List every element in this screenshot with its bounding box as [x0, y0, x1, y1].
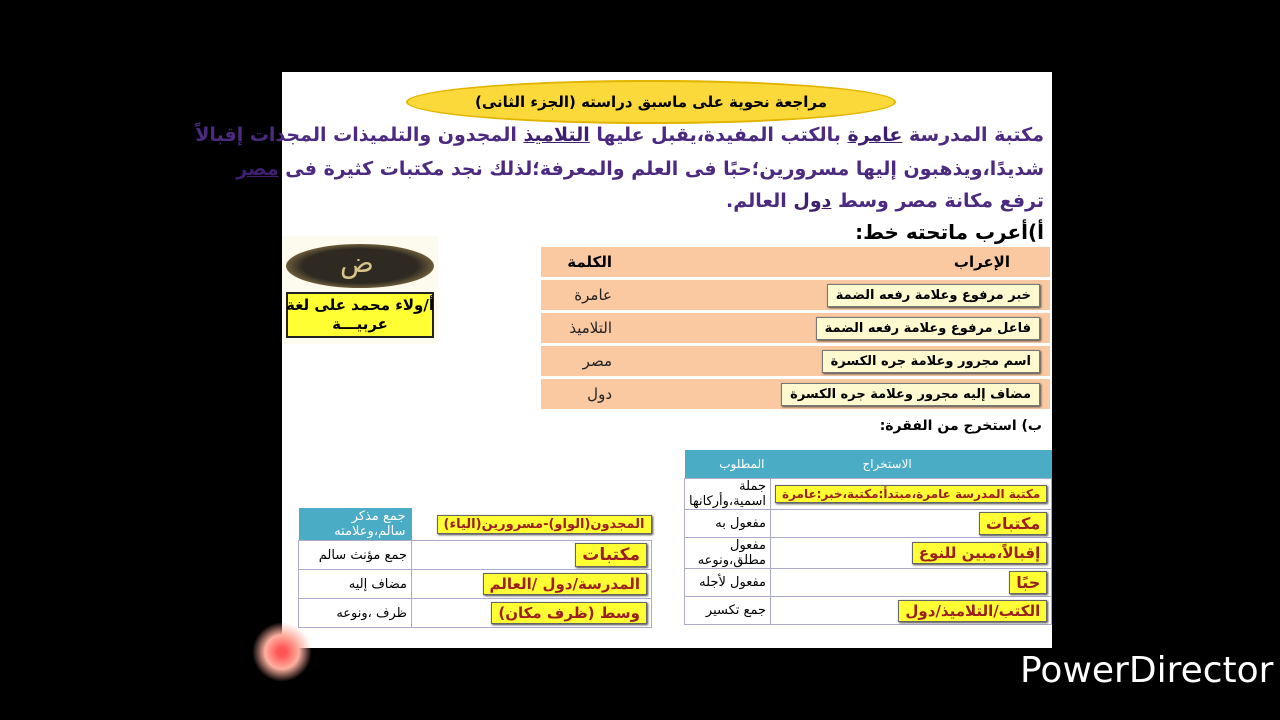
table-row	[685, 569, 1052, 597]
table-row	[299, 541, 652, 570]
text: شديدًا،ويذهبون إليها مسرورين؛حبًا فى العلم والمعرفة؛لذلك نجد مكتبات كثيرة فى	[278, 158, 1044, 180]
question-b: ب) استخرج من الفقرة:	[879, 418, 1042, 434]
answer-cell	[623, 280, 1050, 310]
ans-cell	[771, 479, 1052, 510]
text: العالم.	[725, 190, 794, 212]
answer-tag: وسط (ظرف مكان)	[491, 602, 647, 624]
header-irab: الإعراب	[623, 247, 1050, 277]
side-table	[298, 508, 652, 628]
answer-tag: فاعل مرفوع وعلامة رفعه الضمة	[816, 317, 1040, 340]
answer-tag: خبر مرفوع وعلامة رفعه الضمة	[827, 284, 1040, 307]
answer-tag: مضاف إليه مجرور وعلامة جره الكسرة	[781, 383, 1040, 406]
paragraph-line-3	[284, 190, 1044, 212]
answer-tag: مكتبات	[575, 543, 647, 567]
ans-cell	[412, 599, 652, 628]
answer-tag: حبًا	[1009, 571, 1047, 594]
ans-cell	[771, 510, 1052, 538]
side-header: جمع مذكر سالم،وعلامته	[299, 508, 412, 541]
ans-cell	[771, 538, 1052, 569]
table-row	[538, 346, 1050, 376]
answer-tag: المجدون(الواو)-مسرورين(الياء)	[437, 515, 652, 534]
ans-cell	[412, 570, 652, 599]
req-cell: مضاف إليه	[299, 570, 412, 599]
teacher-logo	[282, 236, 438, 344]
answer-cell	[623, 379, 1050, 409]
paragraph-line-2	[236, 158, 1044, 180]
slide	[195, 72, 1052, 648]
table-row	[685, 510, 1052, 538]
table-row	[538, 280, 1050, 310]
word-cell: مصر	[538, 346, 623, 376]
table-row	[685, 479, 1052, 510]
side-header-row	[299, 508, 652, 541]
table-row	[685, 597, 1052, 625]
req-cell: جمع مؤنث سالم	[299, 541, 412, 570]
table-row	[685, 538, 1052, 569]
text: بالكتب المفيدة،يقبل عليها	[589, 124, 848, 146]
req-cell: مفعول لأجله	[685, 569, 771, 597]
req-cell: جملة اسمية،وأركانها	[685, 479, 771, 510]
underlined-word: التلاميذ	[523, 124, 590, 146]
table-row	[538, 379, 1050, 409]
underlined-word: دول	[793, 190, 832, 212]
req-cell: جمع تكسير	[685, 597, 771, 625]
req-cell: مفعول مطلق،ونوعه	[685, 538, 771, 569]
word-cell: دول	[538, 379, 623, 409]
extract-header-row	[685, 450, 1052, 479]
paragraph-line-1	[195, 124, 1044, 146]
answer-tag: مكتبات	[979, 512, 1047, 535]
underlined-word: عامرة	[847, 124, 903, 146]
answer-tag: إقبالاً،مبين للنوع	[912, 542, 1047, 564]
text: مكتبة المدرسة	[902, 124, 1044, 146]
answer-cell	[623, 313, 1050, 343]
text: المجدون والتلميذات المجدات إقبالاً	[195, 124, 524, 146]
answer-tag: اسم مجرور وعلامة جره الكسرة	[822, 350, 1040, 373]
watermark: PowerDirector	[1020, 650, 1274, 691]
answer-tag: مكتبة المدرسة عامرة،مبتدأ:مكتبة،خبر:عامرة	[775, 485, 1047, 503]
pointer-dot-icon	[252, 622, 312, 682]
underlined-word: مصر	[236, 158, 279, 180]
irab-header-row	[538, 247, 1050, 277]
req-cell: مفعول به	[685, 510, 771, 538]
req-cell: ظرف ،ونوعه	[299, 599, 412, 628]
table-row	[299, 570, 652, 599]
logo-text: أ/ولاء محمد على لغة عربيـــة	[285, 296, 434, 333]
irab-table	[538, 244, 1050, 412]
slide-title: مراجعة نحوية على ماسبق دراسته (الجزء الثانى)	[475, 93, 827, 111]
header-word: الكلمة	[538, 247, 623, 277]
extract-table	[684, 450, 1052, 625]
question-a: أ)أعرب ماتحته خط:	[855, 220, 1044, 244]
table-row	[299, 599, 652, 628]
header-ext: الاستخراج	[771, 450, 1052, 479]
text: ترفع مكانة مصر وسط	[831, 190, 1044, 212]
ans-cell	[412, 541, 652, 570]
header-req: المطلوب	[685, 450, 771, 479]
logo-glyph: ض	[340, 246, 374, 279]
word-cell: التلاميذ	[538, 313, 623, 343]
ans-cell	[771, 569, 1052, 597]
answer-cell	[623, 346, 1050, 376]
ans-cell	[771, 597, 1052, 625]
word-cell: عامرة	[538, 280, 623, 310]
side-header-ans-cell	[412, 508, 652, 541]
answer-tag: الكتب/التلاميذ/دول	[898, 600, 1047, 622]
answer-tag: المدرسة/دول /العالم	[483, 573, 647, 595]
table-row	[538, 313, 1050, 343]
